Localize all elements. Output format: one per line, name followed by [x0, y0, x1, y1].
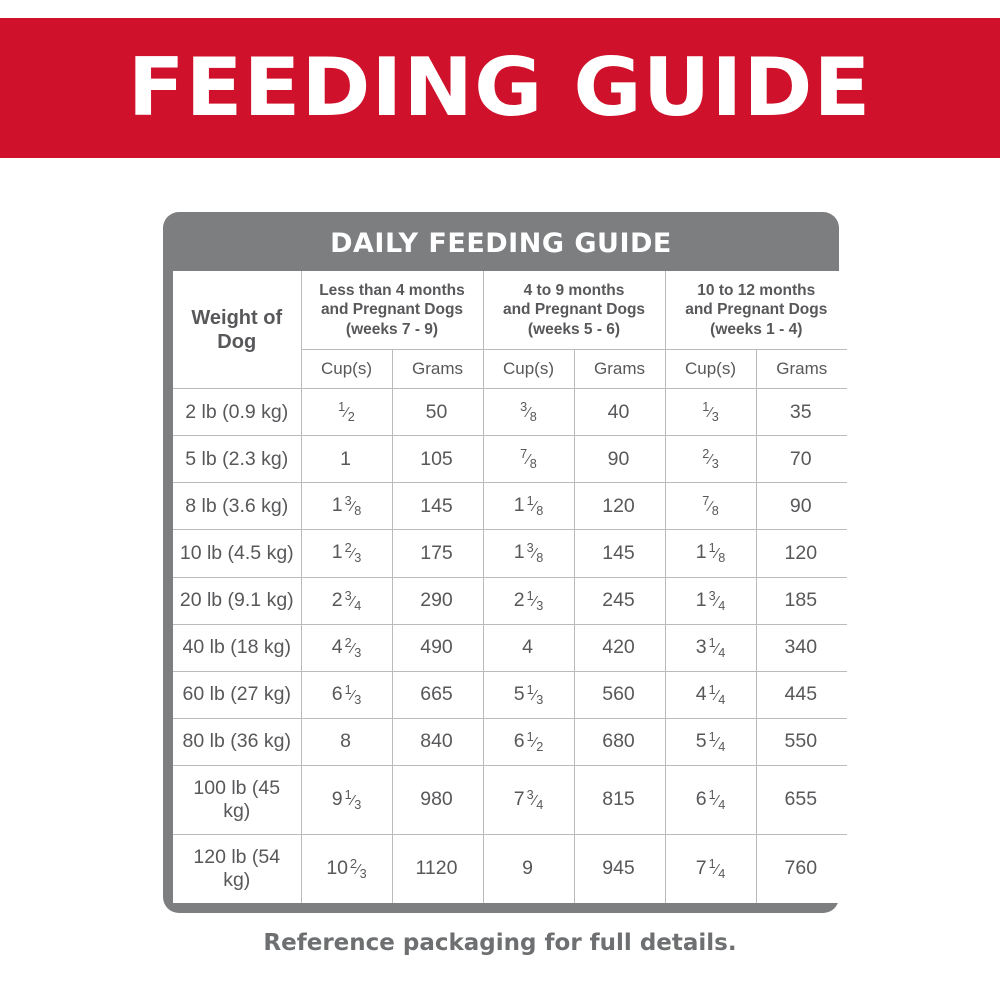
footnote-text: Reference packaging for full details. [263, 930, 737, 956]
amount-cell: 35 [756, 389, 847, 436]
amount-cell: 145 [392, 483, 483, 530]
subheader-grams-3: Grams [756, 350, 847, 389]
amount-cell: 945 [574, 834, 665, 903]
table-body [173, 389, 847, 903]
amount-cell: $^3⁄_8$ [483, 389, 574, 436]
amount-cell: 1 $^2⁄_3$ [301, 530, 392, 577]
amount-cell: 760 [756, 834, 847, 903]
table-row [173, 483, 847, 530]
amount-cell: 90 [574, 436, 665, 483]
amount-cell: 550 [756, 718, 847, 765]
amount-cell: $^1⁄_3$ [665, 389, 756, 436]
amount-cell: 290 [392, 577, 483, 624]
amount-cell: $^2⁄_3$ [665, 436, 756, 483]
weight-cell: 60 lb (27 kg) [173, 671, 301, 718]
amount-cell: 5 $^1⁄_3$ [483, 671, 574, 718]
weight-of-dog-header: Weight of Dog [173, 271, 301, 389]
weight-cell: 100 lb (45 kg) [173, 765, 301, 834]
table-row [173, 671, 847, 718]
subheader-cups-1: Cup(s) [301, 350, 392, 389]
weight-cell: 20 lb (9.1 kg) [173, 577, 301, 624]
table-row [173, 834, 847, 903]
amount-cell: 7 $^3⁄_4$ [483, 765, 574, 834]
table-group-header-row [173, 271, 847, 350]
group-header-3: 10 to 12 months and Pregnant Dogs (weeks 1 - 4) [665, 271, 847, 350]
weight-cell: 8 lb (3.6 kg) [173, 483, 301, 530]
table-row [173, 577, 847, 624]
amount-cell: 490 [392, 624, 483, 671]
amount-cell: 185 [756, 577, 847, 624]
amount-cell: 9 [483, 834, 574, 903]
table-row [173, 389, 847, 436]
amount-cell: 680 [574, 718, 665, 765]
amount-cell: 420 [574, 624, 665, 671]
table-title: DAILY FEEDING GUIDE [330, 228, 672, 259]
weight-cell: 120 lb (54 kg) [173, 834, 301, 903]
amount-cell: 9 $^1⁄_3$ [301, 765, 392, 834]
amount-cell: 840 [392, 718, 483, 765]
page-title: FEEDING GUIDE [128, 41, 872, 134]
amount-cell: 7 $^1⁄_4$ [665, 834, 756, 903]
subheader-cups-3: Cup(s) [665, 350, 756, 389]
amount-cell: 4 $^1⁄_4$ [665, 671, 756, 718]
amount-cell: $^7⁄_8$ [483, 436, 574, 483]
amount-cell: 1 $^3⁄_8$ [301, 483, 392, 530]
amount-cell: 1 $^1⁄_8$ [483, 483, 574, 530]
subheader-grams-1: Grams [392, 350, 483, 389]
amount-cell: 4 $^2⁄_3$ [301, 624, 392, 671]
amount-cell: 6 $^1⁄_2$ [483, 718, 574, 765]
amount-cell: 8 [301, 718, 392, 765]
amount-cell: 105 [392, 436, 483, 483]
weight-cell: 2 lb (0.9 kg) [173, 389, 301, 436]
amount-cell: 2 $^1⁄_3$ [483, 577, 574, 624]
amount-cell: 980 [392, 765, 483, 834]
table-row [173, 765, 847, 834]
table-head [173, 271, 847, 389]
amount-cell: 245 [574, 577, 665, 624]
weight-cell: 80 lb (36 kg) [173, 718, 301, 765]
amount-cell: 145 [574, 530, 665, 577]
weight-cell: 40 lb (18 kg) [173, 624, 301, 671]
amount-cell: 175 [392, 530, 483, 577]
amount-cell: 6 $^1⁄_4$ [665, 765, 756, 834]
amount-cell: 1120 [392, 834, 483, 903]
table-row [173, 718, 847, 765]
amount-cell: 90 [756, 483, 847, 530]
table-row [173, 624, 847, 671]
group-header-1: Less than 4 months and Pregnant Dogs (weeks 7 - 9) [301, 271, 483, 350]
table-row [173, 530, 847, 577]
amount-cell: 3 $^1⁄_4$ [665, 624, 756, 671]
amount-cell: 50 [392, 389, 483, 436]
daily-feeding-guide-card [163, 212, 839, 913]
amount-cell: 120 [756, 530, 847, 577]
amount-cell: 70 [756, 436, 847, 483]
amount-cell: $^1⁄_2$ [301, 389, 392, 436]
amount-cell: 1 $^3⁄_8$ [483, 530, 574, 577]
amount-cell: 445 [756, 671, 847, 718]
amount-cell: 560 [574, 671, 665, 718]
amount-cell: 120 [574, 483, 665, 530]
amount-cell: 815 [574, 765, 665, 834]
amount-cell: 1 $^1⁄_8$ [665, 530, 756, 577]
subheader-grams-2: Grams [574, 350, 665, 389]
weight-cell: 5 lb (2.3 kg) [173, 436, 301, 483]
amount-cell: 2 $^3⁄_4$ [301, 577, 392, 624]
amount-cell: 1 $^3⁄_4$ [665, 577, 756, 624]
table-row [173, 436, 847, 483]
amount-cell: 5 $^1⁄_4$ [665, 718, 756, 765]
header-banner [0, 18, 1000, 158]
amount-cell: 40 [574, 389, 665, 436]
amount-cell: 4 [483, 624, 574, 671]
amount-cell: 6 $^1⁄_3$ [301, 671, 392, 718]
amount-cell: 10 $^2⁄_3$ [301, 834, 392, 903]
amount-cell: 1 [301, 436, 392, 483]
group-header-2: 4 to 9 months and Pregnant Dogs (weeks 5 - 6) [483, 271, 665, 350]
amount-cell: 340 [756, 624, 847, 671]
amount-cell: 655 [756, 765, 847, 834]
subheader-cups-2: Cup(s) [483, 350, 574, 389]
amount-cell: 665 [392, 671, 483, 718]
amount-cell: $^7⁄_8$ [665, 483, 756, 530]
feeding-table [173, 271, 847, 903]
weight-cell: 10 lb (4.5 kg) [173, 530, 301, 577]
